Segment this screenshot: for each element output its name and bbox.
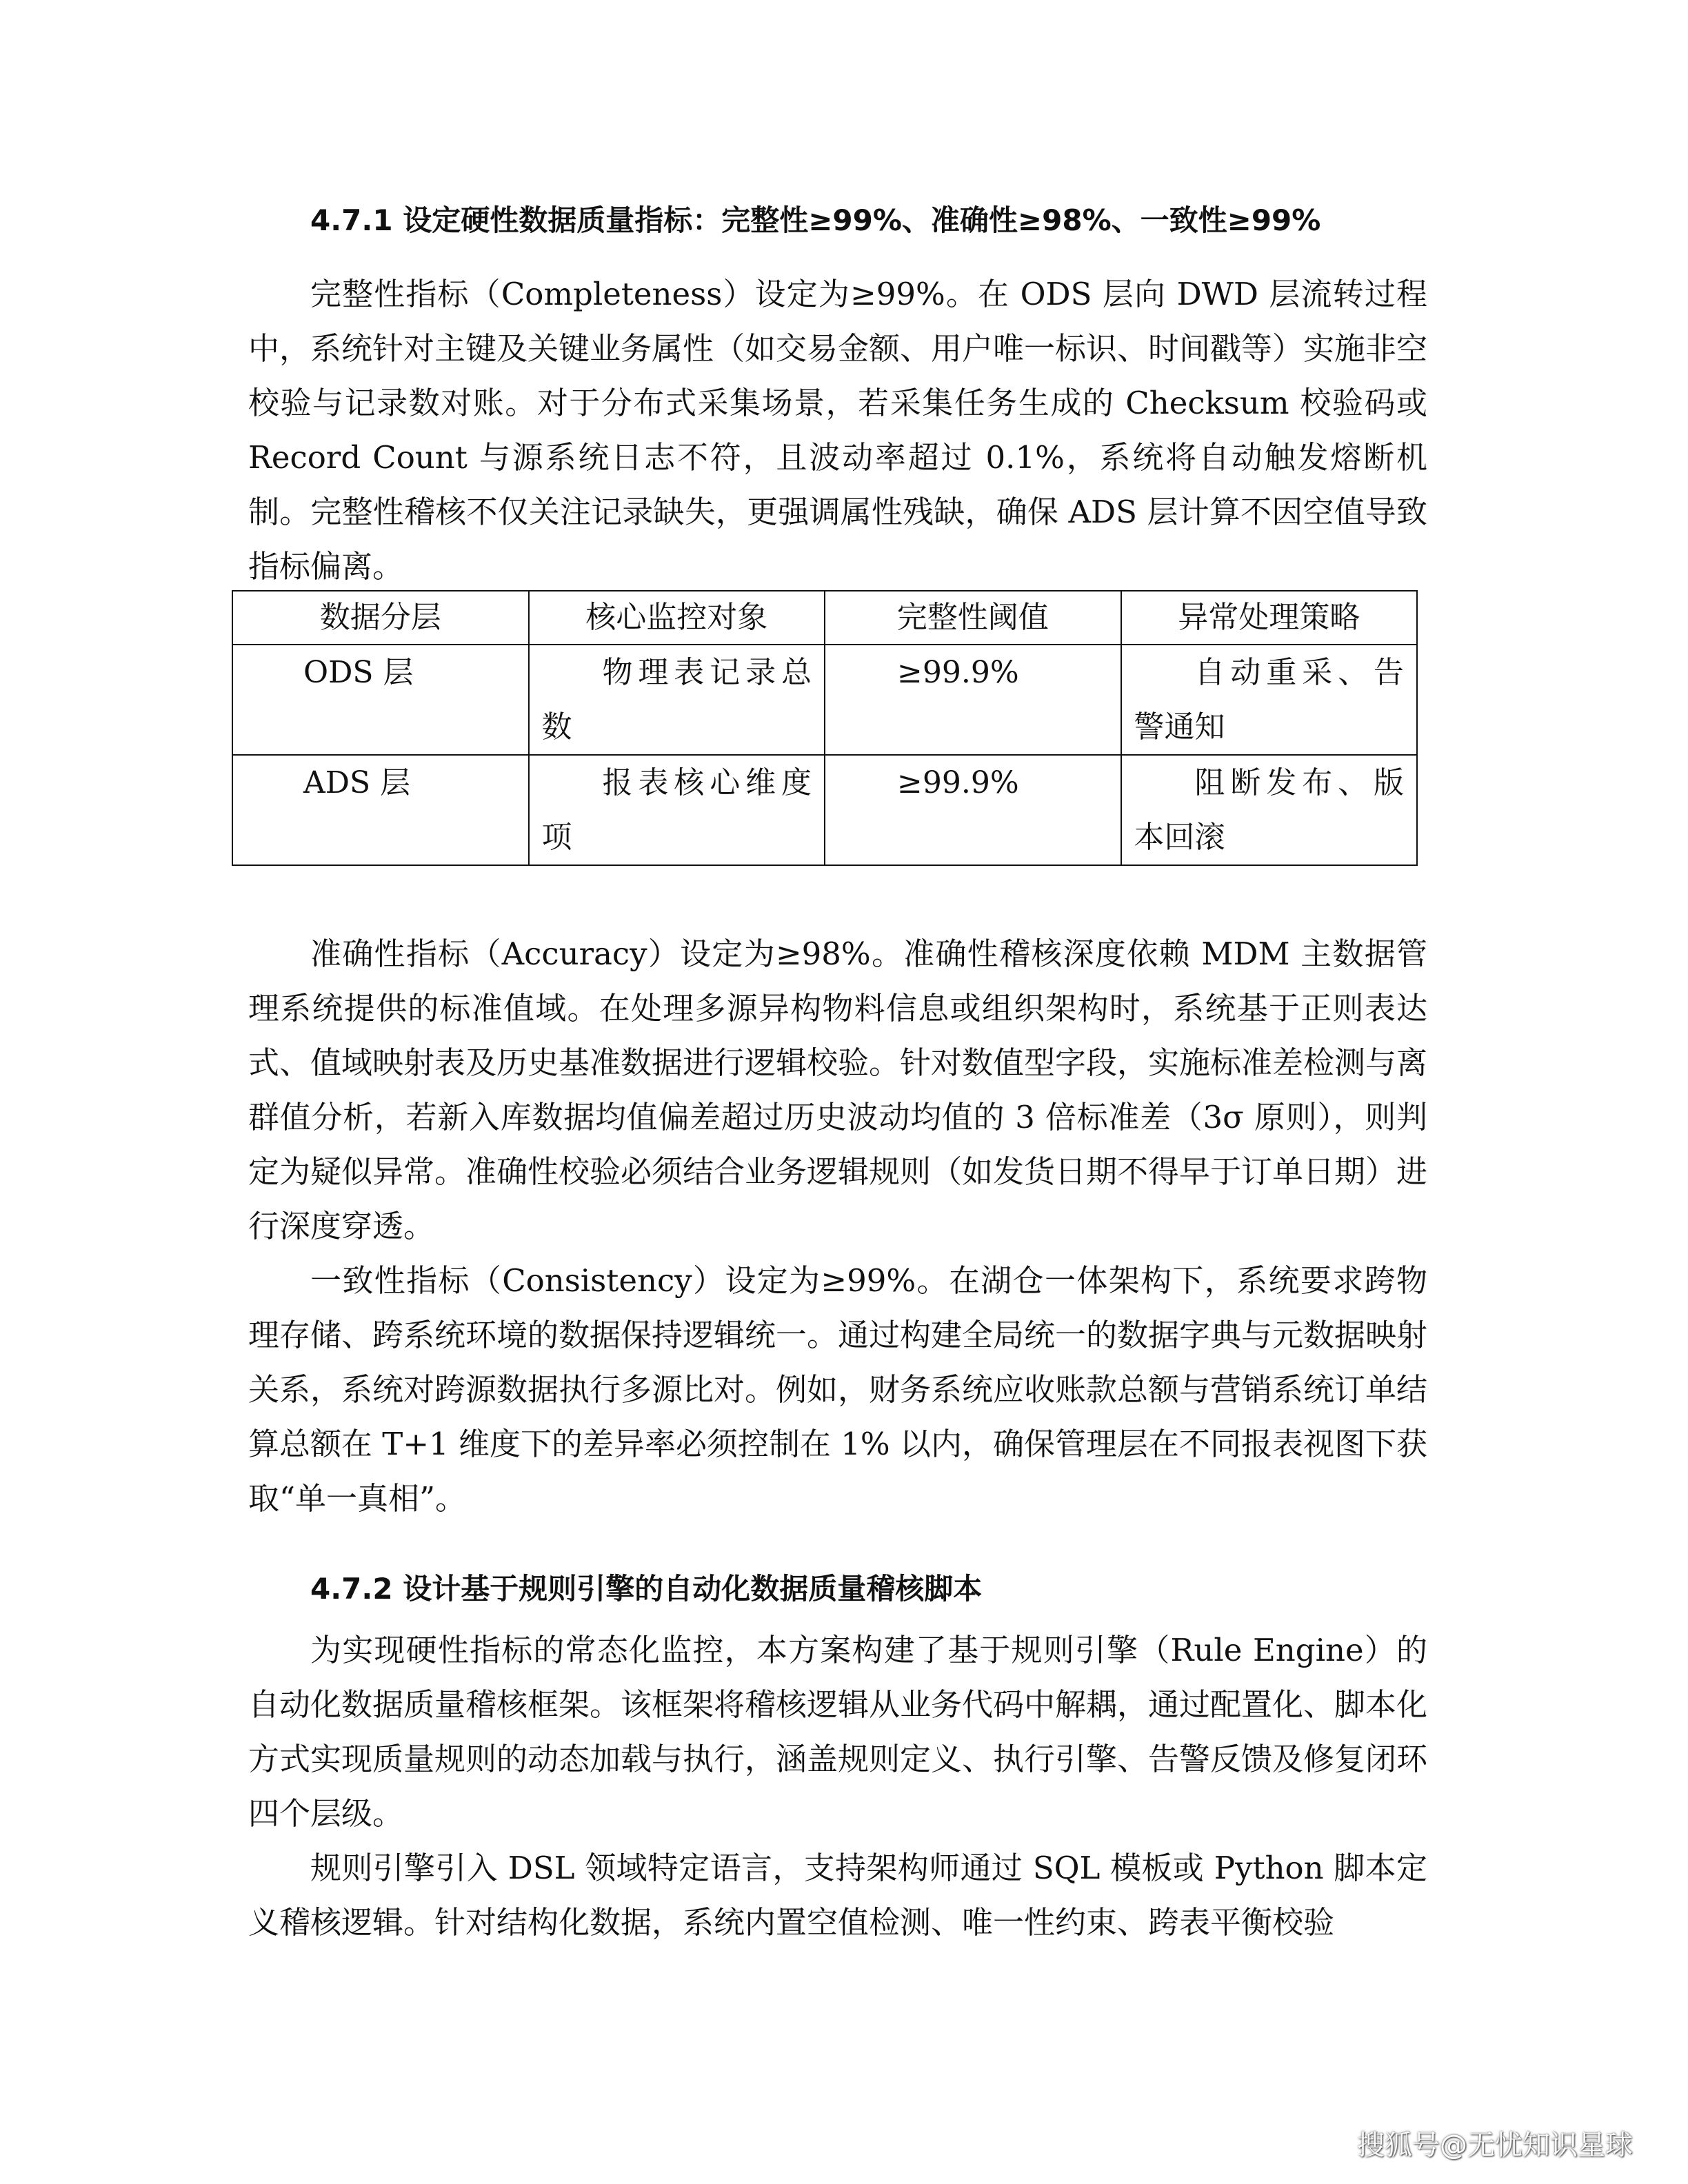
- section-heading-4-7-1: 4.7.1 设定硬性数据质量指标：完整性≥99%、准确性≥98%、一致性≥99%: [310, 203, 1321, 237]
- cell-strategy: 自动重采、告警通知: [1121, 645, 1418, 755]
- cell-threshold: ≥99.9%: [825, 755, 1121, 865]
- table-row: [232, 645, 1417, 755]
- cell-layer: ADS 层: [232, 755, 529, 865]
- cell-threshold: ≥99.9%: [825, 645, 1121, 755]
- completeness-threshold-table: [232, 590, 1418, 866]
- column-header-layer: 数据分层: [232, 591, 529, 645]
- table-row: [232, 755, 1417, 865]
- paragraph-consistency: 一致性指标（Consistency）设定为≥99%。在湖仓一体架构下，系统要求跨物理存储、跨系统环境的数据保持逻辑统一。通过构建全局统一的数据字典与元数据映射关系，系统对跨源数据执行多源比对。例如，财务系统应收账款总额与营销系统订单结算总额在 T+1 维度下的差异率必须控制在 1% 以内，确保管理层在不同报表视图下获取“单一真相”。: [248, 1262, 1428, 1517]
- cell-object: 物理表记录总数: [529, 645, 825, 755]
- watermark: 搜狐号@无忧知识星球: [1357, 2130, 1633, 2161]
- section-heading-4-7-2: 4.7.2 设计基于规则引擎的自动化数据质量稽核脚本: [310, 1572, 983, 1606]
- column-header-strategy: 异常处理策略: [1121, 591, 1418, 645]
- paragraph-completeness: 完整性指标（Completeness）设定为≥99%。在 ODS 层向 DWD 层流转过程中，系统针对主键及关键业务属性（如交易金额、用户唯一标识、时间戳等）实施非空校验与记录数对账。对于分布式采集场景，若采集任务生成的 Checksum 校验码或 Record Count 与源系统日志不符，且波动率超过 0.1%，系统将自动触发熔断机制。完整性稽核不仅关注记录缺失，更强调属性残缺，确保 ADS 层计算不因空值导致指标偏离。: [248, 276, 1428, 585]
- paragraph-rule-engine: 为实现硬性指标的常态化监控，本方案构建了基于规则引擎（Rule Engine）的自动化数据质量稽核框架。该框架将稽核逻辑从业务代码中解耦，通过配置化、脚本化方式实现质量规则的动态加载与执行，涵盖规则定义、执行引擎、告警反馈及修复闭环四个层级。: [248, 1632, 1428, 1832]
- column-header-object: 核心监控对象: [529, 591, 825, 645]
- cell-layer: ODS 层: [232, 645, 529, 755]
- column-header-threshold: 完整性阈值: [825, 591, 1121, 645]
- cell-strategy: 阻断发布、版本回滚: [1121, 755, 1418, 865]
- paragraph-accuracy: 准确性指标（Accuracy）设定为≥98%。准确性稽核深度依赖 MDM 主数据管理系统提供的标准值域。在处理多源异构物料信息或组织架构时，系统基于正则表达式、值域映射表及历史基准数据进行逻辑校验。针对数值型字段，实施标准差检测与离群值分析，若新入库数据均值偏差超过历史波动均值的 3 倍标准差（3σ 原则），则判定为疑似异常。准确性校验必须结合业务逻辑规则（如发货日期不得早于订单日期）进行深度穿透。: [248, 936, 1428, 1244]
- paragraph-dsl: 规则引擎引入 DSL 领域特定语言，支持架构师通过 SQL 模板或 Python 脚本定义稽核逻辑。针对结构化数据，系统内置空值检测、唯一性约束、跨表平衡校验: [248, 1850, 1427, 1941]
- table-header-row: [232, 591, 1417, 645]
- cell-object: 报表核心维度项: [529, 755, 825, 865]
